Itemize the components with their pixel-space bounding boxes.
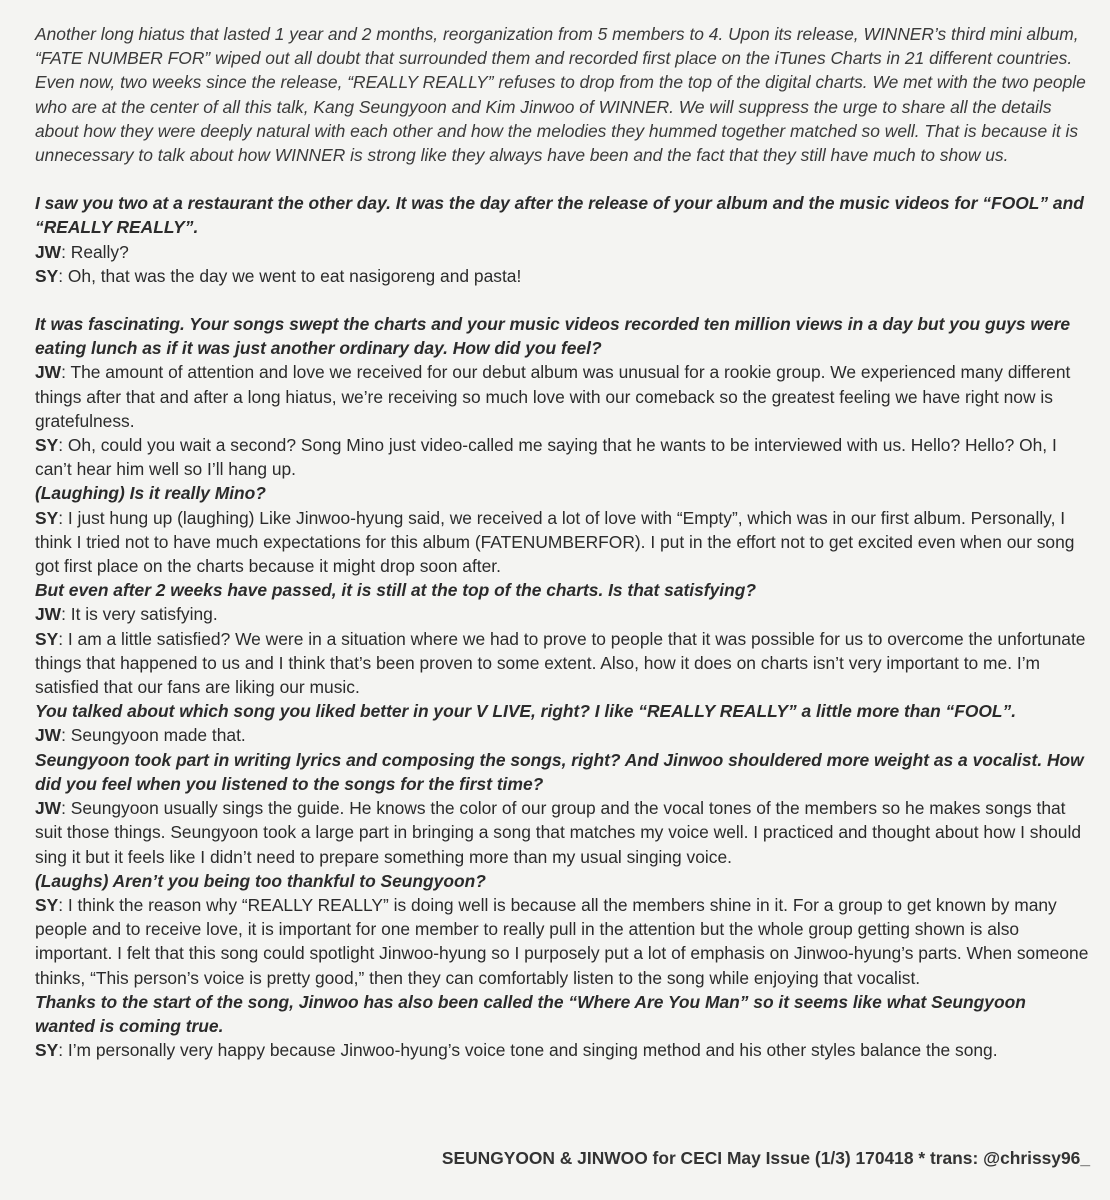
interview-answer: [35, 893, 1090, 990]
answer-text: : Seungyoon usually sings the guide. He knows the color of our group and the vocal tones of the members so he makes songs that suit those things. Seungyoon took a large part in bringing a song that matches my voice well. I practiced and thought about how I should sing it but it feels like I didn’t need to prepare something more than my usual singing voice.: [35, 798, 1082, 867]
speaker-label: JW: [35, 241, 62, 262]
interview-answer: [35, 360, 1090, 433]
paragraph-spacer: [35, 288, 1090, 312]
interview-question: Seungyoon took part in writing lyrics and composing the songs, right? And Jinwoo shouldered more weight as a vocalist. How did you feel when you listened to the songs for the first time?: [35, 749, 1084, 794]
interview-answer: [35, 1038, 1090, 1062]
answer-text: : Oh, could you wait a second? Song Mino just video-called me saying that he wants to be interviewed with us. Hello? Hello? Oh, I can’t hear him well so I’ll hang up.: [35, 435, 1057, 480]
section-1: [35, 191, 1090, 288]
section-2: [35, 312, 1090, 1062]
speaker-label: JW: [35, 362, 62, 383]
interview-answer: [35, 796, 1090, 869]
answer-text: : Oh, that was the day we went to eat nasigoreng and pasta!: [58, 265, 522, 286]
answer-text: : The amount of attention and love we received for our debut album was unusual for a rookie group. We experienced many different things after that and after a long hiatus, we’re receiving so much love with our comeback so the greatest feeling we have right now is gratefulness.: [35, 362, 1071, 431]
interview-question: Thanks to the start of the song, Jinwoo has also been called the “Where Are You Man” so it seems like what Seungyoon wanted is coming true.: [35, 991, 1026, 1036]
interview-question: But even after 2 weeks have passed, it is still at the top of the charts. Is that satisfying?: [35, 580, 756, 601]
interview-answer: [35, 264, 1090, 288]
answer-text: : I’m personally very happy because Jinwoo-hyung’s voice tone and singing method and his other styles balance the song.: [58, 1040, 998, 1061]
interview-answer: [35, 602, 1090, 626]
answer-text: : I think the reason why “REALLY REALLY” is doing well is because all the members shine in it. For a group to get known by many people and to receive love, it is important for one member to really pull in the attention but the whole group getting shown is also important. I felt that this song could spotlight Jinwoo-hyung so I purposely put a lot of emphasis on Jinwoo-hyung’s parts. When someone thinks, “This person’s voice is pretty good,” then they can comfortably listen to the song while enjoying that vocalist.: [35, 894, 1089, 988]
interview-answer: [35, 433, 1090, 481]
answer-text: : Seungyoon made that.: [61, 725, 246, 746]
speaker-label: SY: [35, 894, 59, 915]
interview-question: (Laughs) Aren’t you being too thankful to Seungyoon?: [35, 870, 486, 891]
speaker-label: SY: [35, 265, 59, 286]
interview-question: (Laughing) Is it really Mino?: [35, 483, 266, 504]
interview-answer: [35, 506, 1090, 579]
speaker-label: JW: [35, 798, 62, 819]
speaker-label: SY: [35, 1040, 59, 1061]
interview-answer: [35, 723, 1090, 747]
translation-credit: SEUNGYOON & JINWOO for CECI May Issue (1/3) 170418 * trans: @chrissy96_: [441, 1148, 1090, 1168]
speaker-label: SY: [35, 507, 59, 528]
answer-text: : I am a little satisfied? We were in a situation where we had to prove to people that it was possible for us to overcome the unfortunate things that happened to us and I think that’s been proven to some extent. Also, how it does on charts isn’t very important to me. I’m satisfied that our fans are liking our music.: [35, 628, 1086, 698]
speaker-label: JW: [35, 604, 62, 625]
speaker-label: JW: [35, 725, 62, 746]
interview-question: It was fascinating. Your songs swept the charts and your music videos recorded ten million views in a day but you guys were eating lunch as if it was just another ordinary day. How did you feel?: [35, 314, 1071, 359]
intro-paragraph: Another long hiatus that lasted 1 year and 2 months, reorganization from 5 members to 4. Upon its release, WINNER’s third mini album, “FATE NUMBER FOR” wiped out all doubt that surrounded them and recorded first place on the iTunes Charts in 21 different countries. Even now, two weeks since the release, “REALLY REALLY” refuses to drop from the top of the digital charts. We met with the two people who are at the center of all this talk, Kang Seungyoon and Kim Jinwoo of WINNER. We will suppress the urge to share all the details about how they were deeply natural with each other and how the melodies they hummed together matched so well. That is because it is unnecessary to talk about how WINNER is strong like they always have been and the fact that they still have much to show us.: [35, 24, 1086, 166]
interview-answer: [35, 240, 1090, 264]
speaker-label: SY: [35, 628, 59, 649]
answer-text: : It is very satisfying.: [61, 604, 218, 625]
speaker-label: SY: [35, 435, 59, 456]
paragraph-spacer: [35, 167, 1090, 191]
article-body: [35, 22, 1090, 1062]
interview-question: You talked about which song you liked better in your V LIVE, right? I like “REALLY REALLY” a little more than “FOOL”.: [35, 701, 1017, 722]
interview-question: I saw you two at a restaurant the other day. It was the day after the release of your album and the music videos for “FOOL” and “REALLY REALLY”.: [35, 193, 1084, 238]
answer-text: : I just hung up (laughing) Like Jinwoo-hyung said, we received a lot of love with “Empty”, which was in our first album. Personally, I think I tried not to have much expectations for this album (FATENUMBERFOR). I put in the effort not to get excited even when our song got first place on the charts because it might drop soon after.: [35, 507, 1075, 577]
interview-answer: [35, 627, 1090, 700]
answer-text: : Really?: [61, 241, 129, 262]
